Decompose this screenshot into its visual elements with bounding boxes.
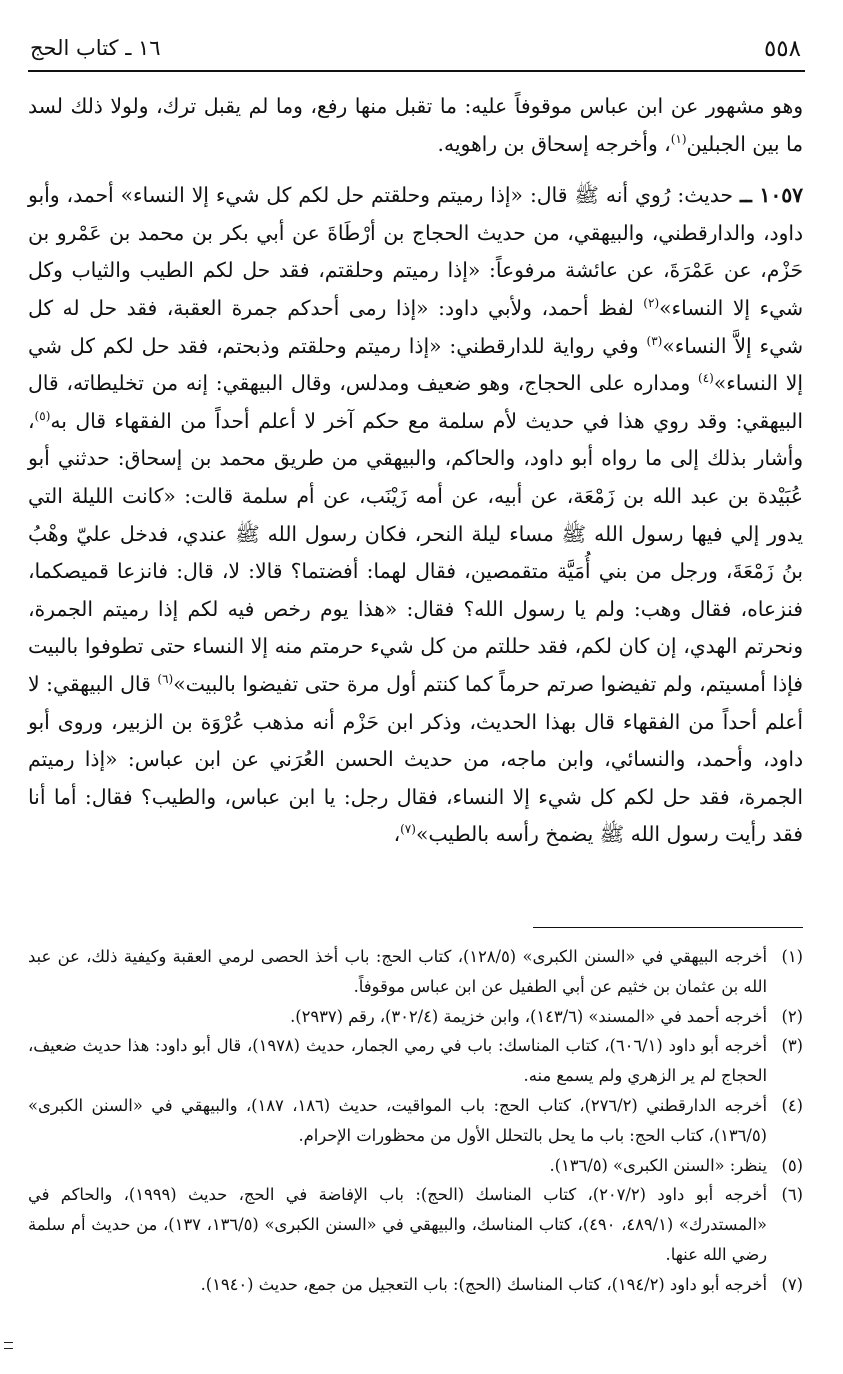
footnote-2 <box>28 1002 803 1032</box>
page-number: ٥٥٨ <box>763 36 801 62</box>
hadith-text-7: ، <box>393 822 401 847</box>
hadith-text-3: وفي رواية للدارقطني: «إذا رميتم وحلقتم وذبحتم، فقد حل لكم كل شي إلا النساء» <box>28 333 803 396</box>
footnote-ref-6: (٦) <box>157 672 174 687</box>
footnote-text: أخرجه أبو داود (٦٠٦/١)، كتاب المناسك: باب في رمي الجمار، حديث (١٩٧٨)، قال أبو داود: هذا حديث ضعيف، الحجاج لم ير الزهري ولم يسمع منه. <box>28 1036 767 1086</box>
footnote-4 <box>28 1091 803 1151</box>
footnote-text: ينظر: «السنن الكبرى» (١٣٦/٥). <box>549 1155 767 1175</box>
footnote-ref-7: (٧) <box>400 822 416 837</box>
footnote-text: أخرجه البيهقي في «السنن الكبرى» (١٢٨/٥)، كتاب الحج: باب أخذ الحصى لرمي العقبة وكيفية ذلك، عن عبد الله بن عثمان بن خثيم عن أبي الطفيل عن ابن عباس موقوفاً. <box>28 947 767 996</box>
scan-edge-mark <box>4 1342 13 1349</box>
footnote-text: أخرجه أبو داود (١٩٤/٢)، كتاب المناسك (الحج): باب التعجيل من جمع، حديث (١٩٤٠). <box>200 1274 767 1294</box>
footnote-separator <box>533 927 803 928</box>
intro-paragraph <box>28 88 803 163</box>
footnote-number: (٣) <box>781 1036 803 1056</box>
footnote-number: (٤) <box>781 1095 803 1115</box>
running-header <box>28 30 805 72</box>
hadith-text-5: ، وأشار بذلك إلى ما رواه أبو داود، والحاكم، والبيهقي من طريق محمد بن إسحاق: حدثني أبو عُبَيْدة بن عبد الله بن زَمْعَة، عن أبيه، عن أمه زَيْنَب، عن أم سلمة قالت: «كانت الليلة التي يدور إلي فيها رسول الله ﷺ مساء ليلة النحر، فكان رسول الله ﷺ عندي، فدخل عليّ وهْبُ بنُ زَمْعَةَ، ورجل من بني أُمَيَّة متقمصين، فقال لهما: أفضتما؟ قالا: لا، قال: فانزعا قميصكما، فنزعاه، فقال وهب: ولم يا رسول الله؟ فقال: «هذا يوم رخص فيه لكم إذا رميتم الجمرة، ونحرتم الهدي، إن كان لكم، فقد حللتم من كل شيء حرمتم منه إلا النساء حتى تطوفوا بالبيت فإذا أمسيتم، ولم تفيضوا صرتم حرماً كما كنتم أول مرة حتى تفيضوا بالبيت» <box>28 408 804 696</box>
hadith-text-4: ومداره على الحجاج، وهو ضعيف ومدلس، وقال البيهقي: إنه من تخليطاته، قال البيهقي: وقد روي هذا في حديث لأم سلمة مع حكم آخر لا أعلم أحداً من الفقهاء قال به <box>28 371 803 433</box>
footnote-ref-1: (١) <box>670 131 687 146</box>
footnote-number: (٥) <box>781 1155 803 1175</box>
footnote-6 <box>28 1180 803 1269</box>
footnote-number: (١) <box>781 947 803 966</box>
hadith-text-1: حديث: رُوي أنه ﷺ قال: «إذا رميتم وحلقتم حل لكم كل شيء إلا النساء» أحمد، وأبو داود، والدارقطني، والبيهقي، من حديث الحجاج بن أرْطَاةَ عن أبي بكر بن محمد بن عَمْرو بن حَزْم، عن عَمْرَةَ، عن عائشة مرفوعاً: «إذا رميتم وحلقتم، فقد حل لكم الطيب والثياب وكل شيء إلا النساء» <box>28 183 803 320</box>
book-title: ١٦ ـ كتاب الحج <box>30 36 161 60</box>
footnote-ref-4: (٤) <box>698 371 714 386</box>
hadith-text-6: قال البيهقي: لا أعلم أحداً من الفقهاء قال بهذا الحديث، وذكر ابن حَزْم أنه مذهب عُرْوَة بن الزبير، وروى أبو داود، وأحمد، والنسائي، وابن ماجه، من حديث الحسن العُرَني عن ابن عباس: «إذا رميتم الجمرة، فقد حل لكم كل شيء إلا النساء، فقال رجل: يا ابن عباس، والطيب؟ فقال: أما أنا فقد رأيت رسول الله ﷺ يضمخ رأسه بالطيب» <box>28 671 803 847</box>
footnote-7 <box>28 1270 803 1300</box>
intro-text: وهو مشهور عن ابن عباس موقوفاً عليه: ما تقبل منها رفع، وما لم يقبل ترك، ولولا ذلك لسد ما بين الجبلين <box>28 94 803 156</box>
footnote-text: أخرجه أحمد في «المسند» (١٤٣/٦)، وابن خزيمة (٣٠٢/٤)، رقم (٢٩٣٧). <box>290 1006 767 1026</box>
footnote-ref-2: (٢) <box>643 296 660 311</box>
footnote-ref-5: (٥) <box>34 408 51 423</box>
footnote-5 <box>28 1151 803 1181</box>
intro-tail: ، وأخرجه إسحاق بن راهويه. <box>437 131 671 156</box>
footnote-text: أخرجه أبو داود (٢٠٧/٢)، كتاب المناسك (الحج): باب الإفاضة في الحج، حديث (١٩٩٩)، والحاكم في «المستدرك» (٤٨٩/١، ٤٩٠)، كتاب المناسك، والبيهقي في «السنن الكبرى» (١٣٦/٥، ١٣٧)، من حديث أم سلمة رضي الله عنها. <box>28 1185 767 1264</box>
main-text <box>28 88 803 854</box>
hadith-text-2: لفظ أحمد، ولأبي داود: «إذا رمى أحدكم جمرة العقبة، فقد حل له كل شيء إلاَّ النساء» <box>28 295 803 358</box>
hadith-paragraph <box>28 177 803 854</box>
footnote-1 <box>28 942 803 1002</box>
hadith-number: ١٠٥٧ ــ <box>739 183 803 208</box>
footnote-number: (٧) <box>781 1274 803 1294</box>
footnotes <box>28 942 803 1300</box>
footnote-number: (٢) <box>781 1006 803 1026</box>
footnote-3 <box>28 1031 803 1091</box>
footnote-text: أخرجه الدارقطني (٢٧٦/٢)، كتاب الحج: باب المواقيت، حديث (١٨٦، ١٨٧)، والبيهقي في «السنن الكبرى» (١٣٦/٥)، كتاب الحج: باب ما يحل بالتحلل الأول من محظورات الإحرام. <box>28 1095 768 1145</box>
footnote-number: (٦) <box>781 1185 803 1205</box>
footnote-ref-3: (٣) <box>646 333 663 348</box>
